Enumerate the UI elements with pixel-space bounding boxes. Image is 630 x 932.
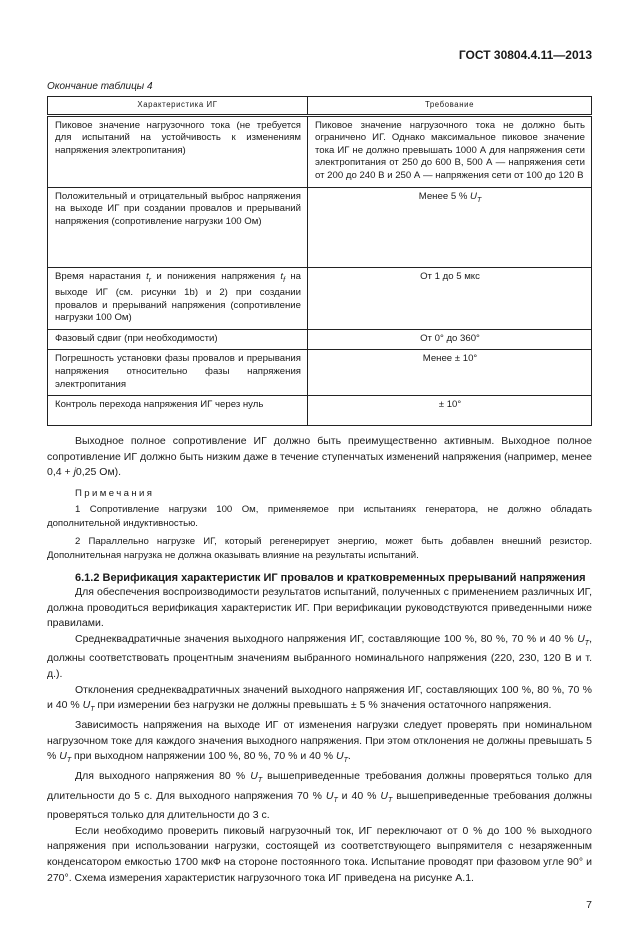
table-row xyxy=(48,267,592,329)
requirement-cell: От 1 до 5 мкс xyxy=(308,267,592,329)
table-row xyxy=(48,115,592,187)
requirement-cell: Пиковое значение нагрузочного тока не должно быть ограничено ИГ. Однако максимальное пиковое значение тока ИГ не должно превышать 1000 А для напряжения сети электропитания от 250 до 600 В, 500 А — напряжения сети от 200 до 240 В и 250 А — напряжения сети от 100 до 120 В xyxy=(308,115,592,187)
paragraph: Зависимость напряжения на выходе ИГ от изменения нагрузки следует проверять при номинальном нагрузочном токе для каждого значения выходного напряжения. При этом отклонения не должны превышать 5 % $U_T$ при выходном напряжении 100 %, 80 %, 70 % и 40 % $U_T$. xyxy=(47,718,592,765)
math-symbol: $U_T$ xyxy=(577,632,590,647)
document-id: ГОСТ 30804.4.11—2013 xyxy=(458,48,592,62)
note-item: 1 Сопротивление нагрузки 100 Ом, применяемое при испытаниях генератора, не должно обладать дополнительной индуктивностью. xyxy=(47,504,592,529)
math-symbol: $U_T$ xyxy=(250,769,263,784)
characteristic-cell: Пиковое значение нагрузочного тока (не требуется для испытаний на устойчивость к изменениям напряжения электропитания) xyxy=(48,115,308,187)
characteristic-cell: Фазовый сдвиг (при необходимости) xyxy=(48,329,308,350)
section-6-1-2 xyxy=(47,571,592,886)
characteristic-cell: Погрешность установки фазы провалов и прерывания напряжения относительно фазы напряжения электропитания xyxy=(48,350,308,396)
page-number: 7 xyxy=(586,899,592,912)
math-symbol: $U_T$ xyxy=(82,699,95,714)
paragraph: Если необходимо проверить пиковый нагрузочный ток, ИГ переключают от 0 % до 100 % выходного напряжения при использовании нагрузки, состоящей из соответствующего выпрямителя с незаряженным конденсатором емкостью 1700 мкФ на стороне постоянного тока. Испытание проводят при фазовом угле 90° и 270°. Схема измерения характеристик нагрузочного тока ИГ приведена на рисунке А.1. xyxy=(47,824,592,884)
column-header: Требование xyxy=(308,97,592,116)
characteristic-cell: Положительный и отрицательный выброс напряжения на выходе ИГ при создании провалов и прерываний напряжения (сопротивление нагрузки 100 Ом) xyxy=(48,187,308,267)
requirement-cell: Менее 5 % $U_T$ xyxy=(308,187,592,267)
characteristic-cell: Контроль перехода напряжения ИГ через нуль xyxy=(48,396,308,426)
table-caption: Окончание таблицы 4 xyxy=(47,81,153,92)
requirement-cell: Менее ± 10° xyxy=(308,350,592,396)
math-symbol: $t_f$ xyxy=(280,270,286,284)
math-symbol: $t_r$ xyxy=(146,270,152,284)
math-symbol: $U_T$ xyxy=(59,750,72,765)
math-symbol: $U_T$ xyxy=(325,789,338,804)
section-heading: 6.1.2 Верификация характеристик ИГ провалов и кратковременных прерываний напряжения xyxy=(75,572,586,584)
paragraph: Выходное полное сопротивление ИГ должно быть преимущественно активным. Выходное полное сопротивление ИГ должно быть низким даже в течение ступенчатых изменений напряжения (например, менее 0,4 + j0,25 Ом). xyxy=(47,435,592,479)
notes xyxy=(47,487,592,563)
paragraph: Отклонения среднеквадратичных значений выходного напряжения ИГ, составляющих 100 %, 80 %, 70 % и 40 % $U_T$ при измерении без нагрузки не должны превышать ± 5 % значения остаточного напряжения. xyxy=(47,683,592,714)
math-symbol: $U_T$ xyxy=(336,750,348,765)
table-row xyxy=(48,350,592,396)
column-header: Характеристика ИГ xyxy=(48,97,308,116)
table-row xyxy=(48,187,592,267)
paragraph: Для выходного напряжения 80 % $U_T$ вышеприведенные требования должны проверяться только для длительности до 5 с. Для выходного напряжения 70 % $U_T$ и 40 % $U_T$ вышеприведенные требования должны проверяться только для длительности до 3 с. xyxy=(47,769,592,822)
requirement-cell: ± 10° xyxy=(308,396,592,426)
table-row xyxy=(48,329,592,350)
paragraph: Для обеспечения воспроизводимости результатов испытаний, полученных с применением различных ИГ, должна проводиться верификация характеристик ИГ. При верификации руководствуются приведенными ниже правилами. xyxy=(47,586,592,630)
requirement-cell: От 0° до 360° xyxy=(308,329,592,350)
impedance-paragraph-block xyxy=(47,434,592,481)
paragraph: Среднеквадратичные значения выходного напряжения ИГ, составляющие 100 %, 80 %, 70 % и 40 % $U_T$, должны соответствовать процентным значениям выбранного номинального напряжения (220, 230, 120 В и т. д.). xyxy=(47,632,592,681)
math-symbol: $U_T$ xyxy=(380,789,393,804)
math-symbol: j xyxy=(73,466,76,479)
requirements-table xyxy=(47,96,592,426)
notes-title: Примечания xyxy=(75,488,155,499)
table-row xyxy=(48,396,592,426)
math-symbol: $U_T$ xyxy=(470,190,482,204)
characteristic-cell: Время нарастания $t_r$ и понижения напряжения $t_f$ на выходе ИГ (см. рисунки 1b) и 2) при создании провалов и прерываний напряжения (сопротивление нагрузки 100 Ом) xyxy=(48,267,308,329)
note-item: 2 Параллельно нагрузке ИГ, который регенерирует энергию, может быть добавлен внешний резистор. Дополнительная нагрузка не должна оказывать влияние на результаты испытаний. xyxy=(47,536,592,561)
